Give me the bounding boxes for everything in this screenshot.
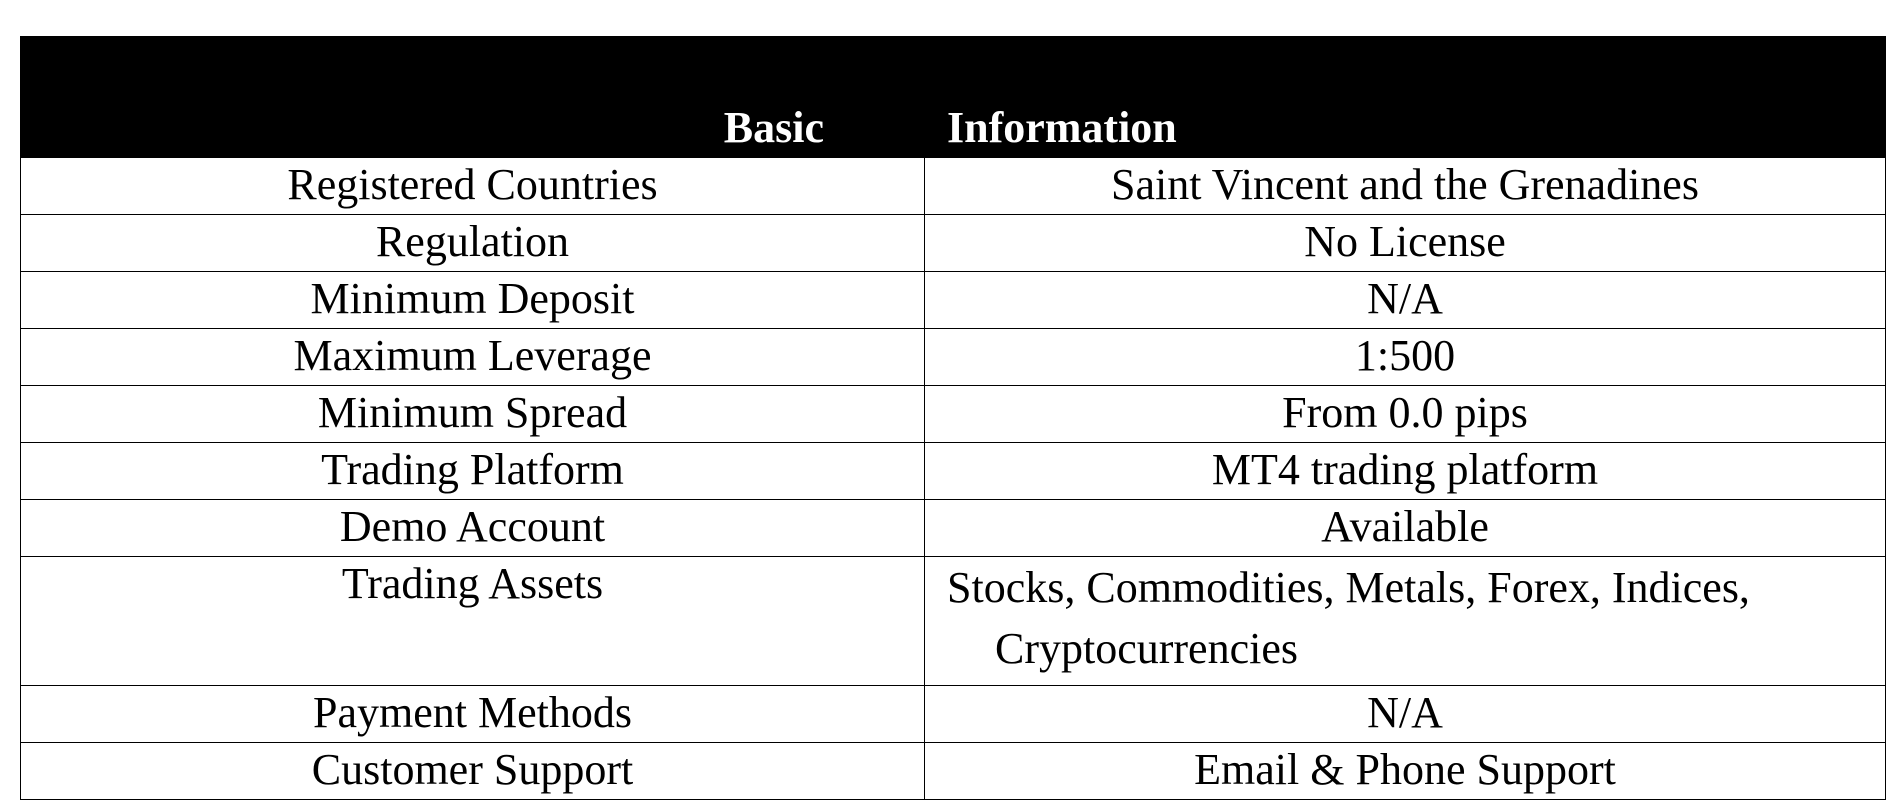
row-value: Email & Phone Support — [925, 743, 1886, 800]
table-row — [21, 443, 1886, 500]
row-label: Payment Methods — [21, 686, 925, 743]
row-label: Minimum Deposit — [21, 272, 925, 329]
row-label: Trading Platform — [21, 443, 925, 500]
table-row — [21, 158, 1886, 215]
value-line-1: Stocks, Commodities, Metals, Forex, Indices, — [947, 563, 1750, 612]
row-value: Saint Vincent and the Grenadines — [925, 158, 1886, 215]
basic-information-table-container — [20, 36, 1885, 800]
row-label: Maximum Leverage — [21, 329, 925, 386]
row-value-multiline — [925, 557, 1886, 686]
table-row — [21, 386, 1886, 443]
row-value: 1:500 — [925, 329, 1886, 386]
table-row — [21, 329, 1886, 386]
row-value: From 0.0 pips — [925, 386, 1886, 443]
row-value: N/A — [925, 272, 1886, 329]
basic-information-table — [20, 36, 1886, 800]
row-label: Regulation — [21, 215, 925, 272]
header-information: Information — [925, 37, 1886, 158]
table-header-row — [21, 37, 1886, 158]
table-row — [21, 557, 1886, 686]
row-value: MT4 trading platform — [925, 443, 1886, 500]
header-basic: Basic — [21, 37, 925, 158]
row-label: Demo Account — [21, 500, 925, 557]
table-row — [21, 215, 1886, 272]
row-value: Available — [925, 500, 1886, 557]
value-line-2: Cryptocurrencies — [995, 624, 1298, 673]
row-label: Registered Countries — [21, 158, 925, 215]
row-label: Trading Assets — [21, 557, 925, 686]
table-row — [21, 272, 1886, 329]
row-value: No License — [925, 215, 1886, 272]
row-label: Customer Support — [21, 743, 925, 800]
row-label: Minimum Spread — [21, 386, 925, 443]
table-row — [21, 686, 1886, 743]
table-row — [21, 743, 1886, 800]
row-value: N/A — [925, 686, 1886, 743]
table-row — [21, 500, 1886, 557]
